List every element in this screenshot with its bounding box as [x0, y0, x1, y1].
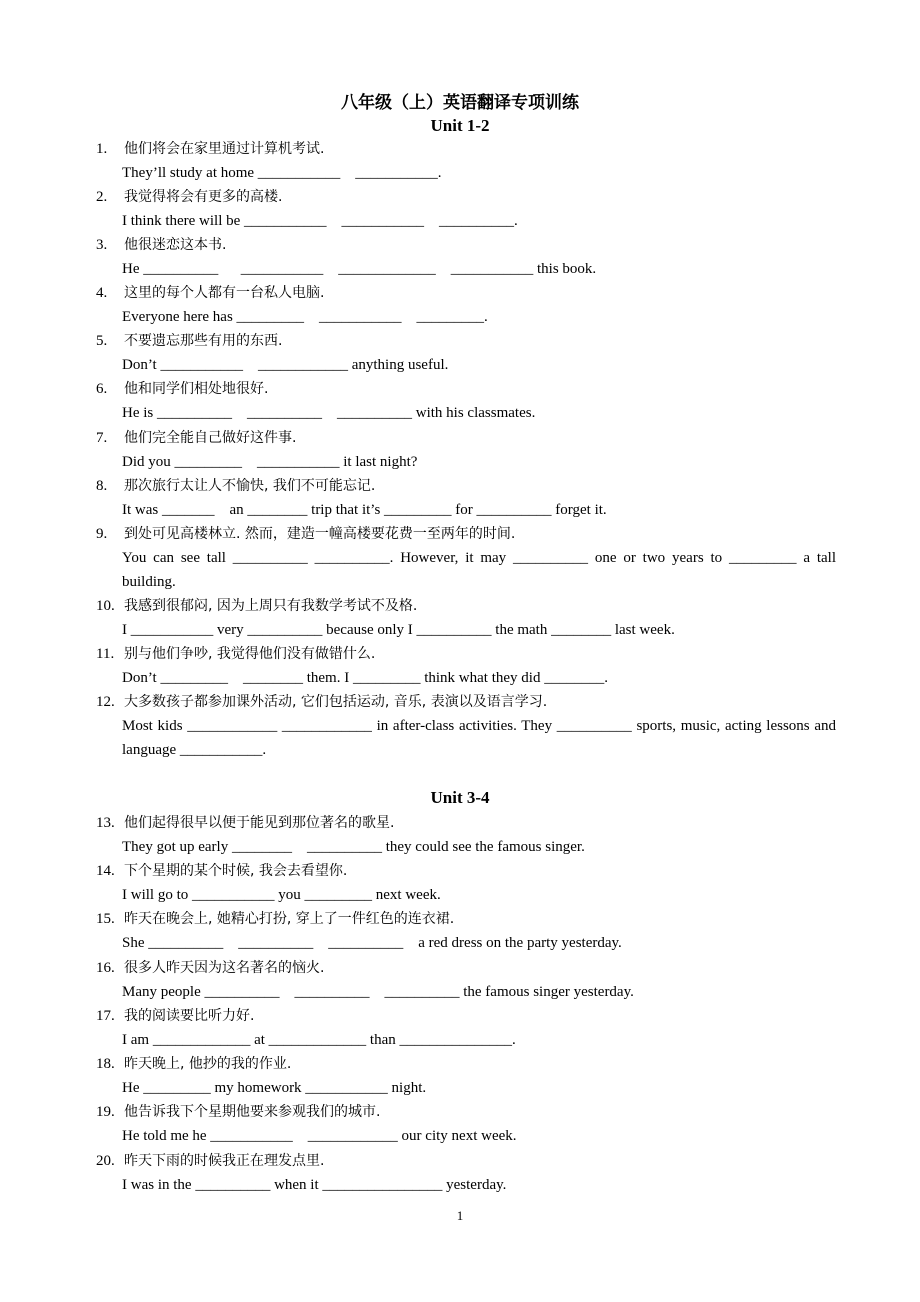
question-number: 7.	[96, 430, 108, 446]
question-item	[96, 1004, 836, 1052]
question-chinese: 他和同学们相处地很好.	[124, 381, 269, 397]
question-number: 12.	[96, 694, 115, 710]
question-number: 13.	[96, 815, 115, 831]
question-number: 14.	[96, 863, 115, 879]
question-chinese: 他们完全能自己做好这件事.	[124, 430, 297, 446]
question-item	[96, 281, 836, 329]
question-number: 16.	[96, 960, 115, 976]
question-number: 1.	[96, 141, 108, 157]
question-item	[96, 377, 836, 425]
question-chinese: 别与他们争吵, 我觉得他们没有做错什么.	[124, 646, 376, 662]
question-item	[96, 522, 836, 594]
question-number: 2.	[96, 189, 108, 205]
question-english: I am _____________ at _____________ than _______________.	[122, 1032, 516, 1048]
question-chinese: 他们将会在家里通过计算机考试.	[124, 141, 325, 157]
question-chinese: 那次旅行太让人不愉快, 我们不可能忘记.	[124, 478, 376, 494]
question-number: 17.	[96, 1008, 115, 1024]
question-english: I think there will be ___________ ___________ __________.	[122, 213, 518, 229]
question-chinese: 昨天在晚会上, 她精心打扮, 穿上了一件红色的连衣裙.	[124, 911, 455, 927]
question-item	[96, 1052, 836, 1100]
question-chinese: 他告诉我下个星期他要来参观我们的城市.	[124, 1104, 381, 1120]
question-item	[96, 426, 836, 474]
question-number: 5.	[96, 333, 108, 349]
question-english: He told me he ___________ ____________ our city next week.	[122, 1128, 517, 1144]
question-chinese: 下个星期的某个时候, 我会去看望你.	[124, 863, 348, 879]
question-item	[96, 1100, 836, 1148]
question-number: 3.	[96, 237, 108, 253]
question-chinese: 我的阅读要比听力好.	[124, 1008, 255, 1024]
document-title: 八年级（上）英语翻译专项训练	[341, 93, 579, 113]
question-item	[96, 956, 836, 1004]
question-item	[96, 642, 836, 690]
question-english: Many people __________ __________ __________ the famous singer yesterday.	[122, 984, 634, 1000]
question-item	[96, 233, 836, 281]
question-chinese: 昨天晚上, 他抄的我的作业.	[124, 1056, 292, 1072]
question-number: 10.	[96, 598, 115, 614]
question-chinese: 到处可见高楼林立. 然而，建造一幢高楼要花费一至两年的时间.	[124, 526, 516, 542]
question-number: 4.	[96, 285, 108, 301]
question-chinese: 这里的每个人都有一台私人电脑.	[124, 285, 325, 301]
question-chinese: 大多数孩子都参加课外活动, 它们包括运动, 音乐, 表演以及语言学习.	[124, 694, 548, 710]
question-number: 11.	[96, 646, 115, 662]
question-chinese: 他很迷恋这本书.	[124, 237, 227, 253]
question-item	[96, 1149, 836, 1197]
question-item	[96, 329, 836, 377]
question-english: I ___________ very __________ because only I __________ the math ________ last week.	[122, 622, 675, 638]
question-item	[96, 811, 836, 859]
question-item	[96, 690, 836, 762]
question-english: He __________ ___________ _____________ ___________ this book.	[122, 261, 597, 277]
question-english: Did you _________ ___________ it last night?	[122, 454, 418, 470]
question-item	[96, 474, 836, 522]
unit-heading: Unit 3-4	[430, 788, 490, 807]
question-english: You can see tall __________ __________. However, it may __________ one or two years to _________ a tall building.	[122, 550, 836, 590]
question-english: They got up early ________ __________ they could see the famous singer.	[122, 839, 585, 855]
question-number: 8.	[96, 478, 108, 494]
unit-heading: Unit 1-2	[430, 116, 490, 135]
question-english: He is __________ __________ __________ with his classmates.	[122, 405, 536, 421]
question-english: Everyone here has _________ ___________ _________.	[122, 309, 488, 325]
question-item	[96, 907, 836, 955]
question-english: Most kids ____________ ____________ in after-class activities. They __________ sports, music, acting lessons and language ___________.	[122, 718, 836, 758]
question-english: He _________ my homework ___________ night.	[122, 1080, 427, 1096]
question-english: Don’t ___________ ____________ anything useful.	[122, 357, 449, 373]
question-english: It was _______ an ________ trip that it’s _________ for __________ forget it.	[122, 502, 607, 518]
question-english: I was in the __________ when it ________________ yesterday.	[122, 1177, 507, 1193]
question-chinese: 不要遗忘那些有用的东西.	[124, 333, 283, 349]
question-number: 9.	[96, 526, 108, 542]
question-english: They’ll study at home ___________ ___________.	[122, 165, 442, 181]
question-chinese: 他们起得很早以便于能见到那位著名的歌星.	[124, 815, 395, 831]
question-number: 15.	[96, 911, 115, 927]
question-english: Don’t _________ ________ them. I _________ think what they did ________.	[122, 670, 608, 686]
question-english: She __________ __________ __________ a red dress on the party yesterday.	[122, 935, 622, 951]
question-item	[96, 859, 836, 907]
question-english: I will go to ___________ you _________ next week.	[122, 887, 441, 903]
page-number: 1	[456, 1208, 464, 1223]
question-chinese: 很多人昨天因为这名著名的恼火.	[124, 960, 325, 976]
question-chinese: 我觉得将会有更多的高楼.	[124, 189, 283, 205]
question-number: 19.	[96, 1104, 115, 1120]
question-item	[96, 137, 836, 185]
question-chinese: 我感到很郁闷, 因为上周只有我数学考试不及格.	[124, 598, 418, 614]
question-number: 6.	[96, 381, 108, 397]
question-number: 18.	[96, 1056, 115, 1072]
question-item	[96, 594, 836, 642]
question-number: 20.	[96, 1153, 115, 1169]
question-item	[96, 185, 836, 233]
question-chinese: 昨天下雨的时候我正在理发点里.	[124, 1153, 325, 1169]
